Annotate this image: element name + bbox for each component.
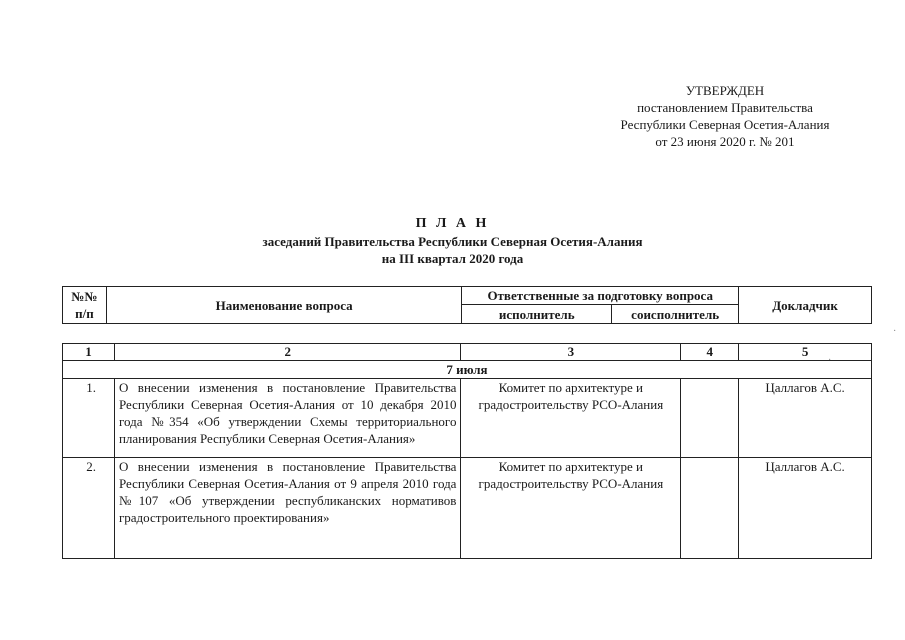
- header-table: [62, 286, 872, 324]
- title-subtitle: заседаний Правительства Республики Северная Осетия-Алания: [262, 234, 643, 249]
- row-question: О внесении изменения в постановление Правительства Республики Северная Осетия-Алания от 10 декабря 2010 года №354 «Об утверждении Схемы территориального планирования Республики Северная Осетия-Алания»: [114, 379, 461, 458]
- scan-speck: ·: [828, 355, 832, 366]
- header-coexecutor: соисполнитель: [612, 305, 739, 324]
- table-row: [63, 458, 872, 559]
- row-coexecutor: [681, 458, 739, 559]
- row-executor: Комитет по архитектуре и градостроительству РСО-Алания: [461, 458, 681, 559]
- column-number: 3: [461, 344, 681, 361]
- header-num: №№ п/п: [63, 287, 107, 324]
- header-responsible: Ответственные за подготовку вопроса: [462, 287, 739, 305]
- column-number: 4: [681, 344, 739, 361]
- scan-speck: ·: [893, 326, 897, 337]
- title-main: П Л А Н: [415, 216, 490, 231]
- row-coexecutor: [681, 379, 739, 458]
- row-executor: Комитет по архитектуре и градостроительству РСО-Алания: [461, 379, 681, 458]
- approval-line: Республики Северная Осетия-Алания: [620, 117, 830, 132]
- document-title: [0, 215, 905, 267]
- date-row: [63, 361, 872, 379]
- header-question: Наименование вопроса: [106, 287, 461, 324]
- column-number: 2: [114, 344, 461, 361]
- header-executor: исполнитель: [462, 305, 612, 324]
- approval-line: постановлением Правительства: [637, 100, 813, 115]
- column-number: 1: [63, 344, 115, 361]
- column-number-row: [63, 344, 872, 361]
- header-reporter: Докладчик: [739, 287, 872, 324]
- title-period: на III квартал 2020 года: [381, 251, 524, 266]
- meeting-date: 7 июля: [63, 361, 872, 379]
- row-reporter: Цаллагов А.С.: [739, 379, 872, 458]
- table-row: [63, 379, 872, 458]
- row-number: 2.: [63, 458, 115, 559]
- column-number: 5: [739, 344, 872, 361]
- approval-date: от 23 июня 2020 г. № 201: [655, 134, 795, 149]
- row-question: О внесении изменения в постановление Правительства Республики Северная Осетия-Алания от 9 апреля 2010 года №107 «Об утверждении республиканских нормативов градостроительного проектирования»: [114, 458, 461, 559]
- plan-table: [62, 343, 872, 559]
- row-reporter: Цаллагов А.С.: [739, 458, 872, 559]
- approval-stamp: [590, 82, 860, 150]
- row-number: 1.: [63, 379, 115, 458]
- approval-title: УТВЕРЖДЕН: [685, 83, 765, 98]
